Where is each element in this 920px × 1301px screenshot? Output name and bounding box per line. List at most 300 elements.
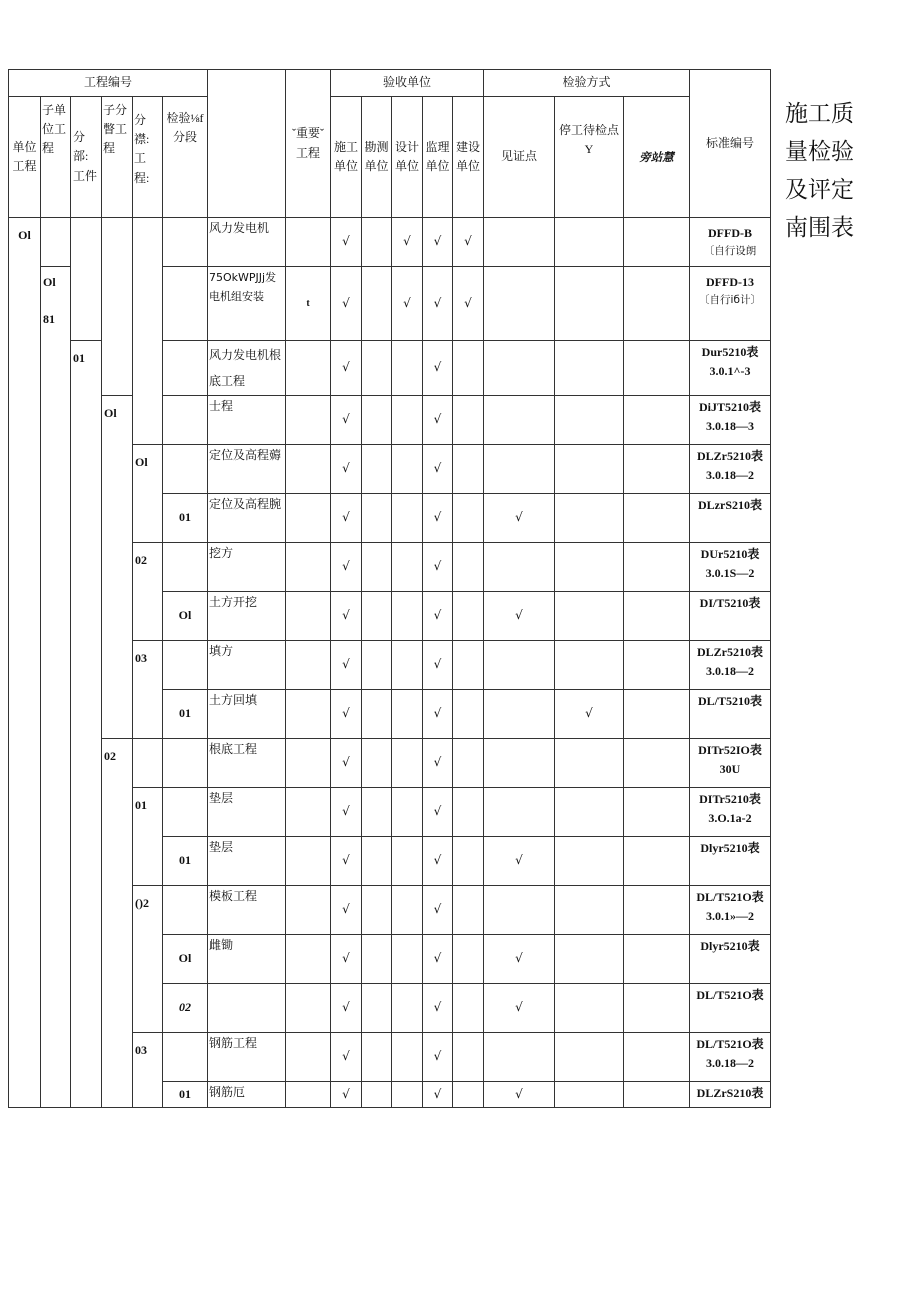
level-code: 03 xyxy=(135,1042,147,1057)
project-name xyxy=(208,787,286,836)
check-des xyxy=(392,395,423,444)
check-sup: √ xyxy=(423,836,453,885)
check-own: √ xyxy=(453,218,484,267)
project-name-text: 定位及高程薅 xyxy=(209,447,282,462)
standard-no-cell xyxy=(690,1032,771,1081)
project-name xyxy=(208,1081,286,1107)
project-name xyxy=(208,218,286,267)
project-name-text: 定位及高程腕 xyxy=(209,496,282,511)
check-hold xyxy=(555,983,624,1032)
standard-clause: 3.0.1S—2 xyxy=(705,565,755,580)
inspection-lot-cell xyxy=(163,640,208,689)
inspection-lot-code: 02 xyxy=(179,1000,191,1015)
check-des xyxy=(392,493,423,542)
header-design: 设计单位 xyxy=(392,97,423,218)
check-side xyxy=(624,1081,690,1107)
standard-clause: 3.O.1a-2 xyxy=(708,810,752,825)
standard-no: Dur5210表 xyxy=(701,345,759,359)
check-wit xyxy=(484,267,555,341)
check-surv xyxy=(362,1032,392,1081)
inspection-lot-code: Ol xyxy=(178,951,192,966)
check-side xyxy=(624,640,690,689)
level-code-cell xyxy=(71,218,102,341)
standard-clause: 3.0.18—2 xyxy=(706,663,754,678)
header-owner: 建设单位 xyxy=(453,97,484,218)
check-sup: √ xyxy=(423,689,453,738)
check-surv xyxy=(362,341,392,396)
header-supervision: 监理单位 xyxy=(423,97,453,218)
check-side xyxy=(624,738,690,787)
standard-no-cell xyxy=(690,640,771,689)
project-name xyxy=(208,983,286,1032)
standard-no-cell xyxy=(690,689,771,738)
project-name-text: 填方 xyxy=(209,643,234,658)
check-des xyxy=(392,1032,423,1081)
check-sup: √ xyxy=(423,591,453,640)
check-side xyxy=(624,983,690,1032)
importance-cell xyxy=(286,836,331,885)
standard-no: DLZr5210表 xyxy=(696,448,763,463)
project-name-text: 75OkWPJJj发电机组安装 xyxy=(209,271,277,304)
standard-clause: 3.0.18—2 xyxy=(706,1055,754,1070)
table-row xyxy=(9,395,771,444)
header-survey: 勘测单位 xyxy=(362,97,392,218)
importance-cell xyxy=(286,395,331,444)
standard-no: DL/T521O表 xyxy=(696,987,764,1002)
standard-no-cell xyxy=(690,983,771,1032)
check-wit: √ xyxy=(484,983,555,1032)
check-wit xyxy=(484,640,555,689)
level-code-cell xyxy=(133,542,163,640)
standard-no-cell xyxy=(690,493,771,542)
check-des xyxy=(392,1081,423,1107)
project-name xyxy=(208,395,286,444)
check-wit xyxy=(484,885,555,934)
check-des xyxy=(392,934,423,983)
standard-no-cell xyxy=(690,836,771,885)
standard-no-cell xyxy=(690,591,771,640)
check-hold xyxy=(555,218,624,267)
project-name xyxy=(208,1032,286,1081)
inspection-lot-cell xyxy=(163,983,208,1032)
check-hold xyxy=(555,738,624,787)
project-name-text: 土方开挖 xyxy=(209,594,258,609)
check-side xyxy=(624,885,690,934)
check-side xyxy=(624,934,690,983)
check-cons: √ xyxy=(331,738,362,787)
importance-cell xyxy=(286,341,331,396)
standard-no-cell xyxy=(690,267,771,341)
inspection-lot-cell xyxy=(163,1081,208,1107)
check-des xyxy=(392,836,423,885)
check-des xyxy=(392,787,423,836)
level-code: ()2 xyxy=(135,895,149,910)
header-division: 分部:工件 xyxy=(71,97,102,218)
check-wit: √ xyxy=(484,493,555,542)
check-side xyxy=(624,395,690,444)
header-hold-point: 停工待检点Y xyxy=(555,97,624,218)
project-name xyxy=(208,738,286,787)
check-sup: √ xyxy=(423,738,453,787)
check-wit: √ xyxy=(484,591,555,640)
check-surv xyxy=(362,934,392,983)
check-own xyxy=(453,787,484,836)
level-code: Ol xyxy=(135,454,148,469)
table-row xyxy=(9,738,771,787)
importance-cell: t xyxy=(286,267,331,341)
standard-no: DL/T5210表 xyxy=(697,693,762,708)
header-witness: 见证点 xyxy=(484,97,555,218)
check-sup: √ xyxy=(423,1081,453,1107)
project-name-text: 挖方 xyxy=(209,545,234,560)
header-project-code: 工程编号 xyxy=(9,70,208,97)
check-des xyxy=(392,444,423,493)
check-surv xyxy=(362,591,392,640)
check-surv xyxy=(362,395,392,444)
check-cons: √ xyxy=(331,218,362,267)
check-side xyxy=(624,218,690,267)
level-code: Ol xyxy=(18,228,31,242)
standard-no-cell xyxy=(690,395,771,444)
check-cons: √ xyxy=(331,1081,362,1107)
check-own xyxy=(453,395,484,444)
project-name-text: 风力发电机 xyxy=(209,221,270,235)
check-hold xyxy=(555,640,624,689)
level-code-extra: 81 xyxy=(43,312,55,327)
check-own xyxy=(453,640,484,689)
level-code-cell xyxy=(133,1032,163,1107)
project-name xyxy=(208,689,286,738)
inspection-lot-cell xyxy=(163,591,208,640)
inspection-lot-code: 01 xyxy=(179,1086,191,1101)
inspection-lot-code: 01 xyxy=(179,706,191,721)
standard-clause: 3.0.1^-3 xyxy=(709,364,751,379)
standard-no-cell xyxy=(690,885,771,934)
inspection-lot-cell xyxy=(163,689,208,738)
project-name xyxy=(208,934,286,983)
level-code-cell xyxy=(133,787,163,885)
check-own xyxy=(453,934,484,983)
check-own xyxy=(453,1081,484,1107)
check-hold xyxy=(555,591,624,640)
inspection-lot-cell xyxy=(163,493,208,542)
check-cons: √ xyxy=(331,934,362,983)
check-wit xyxy=(484,395,555,444)
check-surv xyxy=(362,738,392,787)
check-cons: √ xyxy=(331,836,362,885)
check-cons: √ xyxy=(331,1032,362,1081)
check-surv xyxy=(362,267,392,341)
check-side xyxy=(624,1032,690,1081)
level-code: 01 xyxy=(135,797,147,812)
standard-no-cell xyxy=(690,542,771,591)
project-name-text: 钢筋厄 xyxy=(209,1084,246,1099)
check-wit xyxy=(484,1032,555,1081)
project-name-text: 钢筋工程 xyxy=(209,1035,258,1050)
check-wit xyxy=(484,738,555,787)
check-wit: √ xyxy=(484,1081,555,1107)
importance-cell xyxy=(286,689,331,738)
project-name-text: 根底工程 xyxy=(209,741,258,756)
project-name xyxy=(208,444,286,493)
project-name xyxy=(208,267,286,341)
importance-cell xyxy=(286,983,331,1032)
check-des: √ xyxy=(392,218,423,267)
check-own xyxy=(453,738,484,787)
check-hold xyxy=(555,1032,624,1081)
check-surv xyxy=(362,836,392,885)
importance-cell xyxy=(286,444,331,493)
importance-cell xyxy=(286,934,331,983)
importance-cell xyxy=(286,1032,331,1081)
importance-cell xyxy=(286,493,331,542)
check-side xyxy=(624,341,690,396)
check-sup: √ xyxy=(423,640,453,689)
standard-clause: 3.0.1»—2 xyxy=(706,908,754,923)
check-cons: √ xyxy=(331,787,362,836)
inspection-lot-code: 01 xyxy=(179,510,191,525)
standard-no: Dlyr5210表 xyxy=(700,840,760,855)
level-code: 02 xyxy=(135,552,147,567)
check-own xyxy=(453,444,484,493)
header-construction: 施工单位 xyxy=(331,97,362,218)
standard-no-cell xyxy=(690,934,771,983)
check-wit: √ xyxy=(484,836,555,885)
check-des xyxy=(392,591,423,640)
level-code-cell xyxy=(9,218,41,1108)
level-code-cell xyxy=(133,885,163,1032)
check-own xyxy=(453,885,484,934)
check-hold xyxy=(555,542,624,591)
check-wit xyxy=(484,689,555,738)
level-code: Ol xyxy=(43,275,56,289)
header-importance: ˇ重要ˇ工程 xyxy=(286,70,331,218)
standard-no-cell xyxy=(690,218,771,267)
check-side xyxy=(624,267,690,341)
check-cons: √ xyxy=(331,689,362,738)
check-wit xyxy=(484,444,555,493)
inspection-lot-cell xyxy=(163,218,208,267)
level-code-cell xyxy=(102,218,133,396)
project-name-text: 雌锄 xyxy=(209,937,234,952)
check-hold xyxy=(555,885,624,934)
check-side xyxy=(624,689,690,738)
level-code-cell xyxy=(133,738,163,787)
importance-cell xyxy=(286,1081,331,1107)
header-subitem: 分襟:工程: xyxy=(133,97,163,218)
check-side xyxy=(624,836,690,885)
check-side xyxy=(624,787,690,836)
header-sub-unit: 子单位工程 xyxy=(41,97,71,218)
standard-no: DLZrS210表 xyxy=(696,1085,764,1100)
inspection-lot-cell xyxy=(163,885,208,934)
project-name xyxy=(208,493,286,542)
check-sup: √ xyxy=(423,885,453,934)
check-wit xyxy=(484,542,555,591)
standard-no: DFFD-13 xyxy=(706,275,754,289)
header-unit-project: 单位工程 xyxy=(9,97,41,218)
standard-no: DLzrS210表 xyxy=(698,497,762,512)
standard-no: DL/T521O表 xyxy=(696,1036,764,1051)
project-name-text: 风力发电机根底工程 xyxy=(209,348,282,389)
importance-cell xyxy=(286,218,331,267)
check-side xyxy=(624,444,690,493)
check-own xyxy=(453,493,484,542)
check-des xyxy=(392,640,423,689)
side-title-line: 及评定 xyxy=(785,177,854,203)
standard-clause: 3.0.18—2 xyxy=(706,467,754,482)
check-sup: √ xyxy=(423,542,453,591)
inspection-lot-code: Ol xyxy=(178,608,192,623)
check-sup: √ xyxy=(423,934,453,983)
side-title xyxy=(785,95,875,247)
check-side xyxy=(624,591,690,640)
header-inspection-lot: 检验⅛f分段 xyxy=(163,97,208,218)
check-sup: √ xyxy=(423,493,453,542)
importance-cell xyxy=(286,787,331,836)
standard-clause: 30U xyxy=(719,761,741,776)
standard-no: DL/T521O表 xyxy=(696,889,764,904)
standard-clause: 〔自行设朗 xyxy=(703,245,757,258)
check-sup: √ xyxy=(423,218,453,267)
check-des xyxy=(392,885,423,934)
check-hold: √ xyxy=(555,689,624,738)
check-side xyxy=(624,542,690,591)
importance-cell xyxy=(286,542,331,591)
header-standard-no: 标准编号 xyxy=(690,70,771,218)
standard-no: DFFD-B xyxy=(708,226,752,240)
check-wit xyxy=(484,218,555,267)
level-code-cell xyxy=(41,218,71,267)
check-cons: √ xyxy=(331,542,362,591)
inspection-lot-cell xyxy=(163,1032,208,1081)
level-code-cell xyxy=(102,738,133,1107)
check-hold xyxy=(555,787,624,836)
standard-no: DI/T5210表 xyxy=(699,595,761,610)
check-sup: √ xyxy=(423,267,453,341)
header-name-blank xyxy=(208,70,286,218)
level-code-cell xyxy=(133,640,163,738)
side-title-line: 量检验 xyxy=(785,139,854,165)
check-cons: √ xyxy=(331,444,362,493)
level-code-cell xyxy=(133,218,163,445)
check-hold xyxy=(555,444,624,493)
check-hold xyxy=(555,493,624,542)
check-des: √ xyxy=(392,267,423,341)
check-des xyxy=(392,542,423,591)
check-cons: √ xyxy=(331,395,362,444)
level-code-cell xyxy=(133,444,163,542)
check-cons: √ xyxy=(331,341,362,396)
inspection-scope-table xyxy=(8,69,771,1108)
table-row xyxy=(9,218,771,267)
header-side-station: 旁站慧 xyxy=(624,97,690,218)
project-name xyxy=(208,885,286,934)
check-cons: √ xyxy=(331,640,362,689)
level-code: 01 xyxy=(73,351,85,365)
check-surv xyxy=(362,689,392,738)
check-side xyxy=(624,493,690,542)
standard-no: DITr52IO表 xyxy=(698,742,762,757)
check-own xyxy=(453,542,484,591)
inspection-lot-cell xyxy=(163,542,208,591)
check-sup: √ xyxy=(423,983,453,1032)
inspection-lot-cell xyxy=(163,787,208,836)
inspection-lot-cell xyxy=(163,341,208,396)
check-own xyxy=(453,689,484,738)
check-sup: √ xyxy=(423,444,453,493)
standard-clause: 〔自行iб计〕 xyxy=(699,294,761,307)
check-own xyxy=(453,1032,484,1081)
header-acceptance-units: 验收单位 xyxy=(331,70,484,97)
check-des xyxy=(392,689,423,738)
check-hold xyxy=(555,934,624,983)
check-own xyxy=(453,983,484,1032)
check-sup: √ xyxy=(423,395,453,444)
check-surv xyxy=(362,493,392,542)
level-code-cell xyxy=(71,341,102,1108)
header-sub-division: 子分瞥工程 xyxy=(102,97,133,218)
check-own xyxy=(453,836,484,885)
inspection-lot-cell xyxy=(163,444,208,493)
importance-cell xyxy=(286,640,331,689)
check-cons: √ xyxy=(331,885,362,934)
check-des xyxy=(392,983,423,1032)
check-sup: √ xyxy=(423,341,453,396)
check-cons: √ xyxy=(331,493,362,542)
project-name-text: 士程 xyxy=(209,398,234,413)
level-code-cell xyxy=(102,395,133,738)
check-wit: √ xyxy=(484,934,555,983)
inspection-lot-cell xyxy=(163,836,208,885)
check-own: √ xyxy=(453,267,484,341)
standard-no: DiJT5210表 xyxy=(698,399,761,414)
check-own xyxy=(453,591,484,640)
check-wit xyxy=(484,787,555,836)
check-sup: √ xyxy=(423,1032,453,1081)
project-name xyxy=(208,341,286,396)
standard-clause: 3.0.18—3 xyxy=(706,418,754,433)
project-name xyxy=(208,836,286,885)
check-cons: √ xyxy=(331,591,362,640)
check-wit xyxy=(484,341,555,396)
standard-no-cell xyxy=(690,787,771,836)
check-surv xyxy=(362,983,392,1032)
standard-no: DLZr5210表 xyxy=(696,644,763,659)
level-code: 02 xyxy=(104,748,116,763)
check-hold xyxy=(555,341,624,396)
check-des xyxy=(392,738,423,787)
side-title-line: 施工质 xyxy=(785,101,854,127)
check-own xyxy=(453,341,484,396)
project-name xyxy=(208,542,286,591)
standard-no-cell xyxy=(690,444,771,493)
project-name-text: 土方回填 xyxy=(209,692,258,707)
check-surv xyxy=(362,787,392,836)
project-name-text: 垫层 xyxy=(209,839,234,854)
check-des xyxy=(392,341,423,396)
inspection-lot-code: 01 xyxy=(179,853,191,868)
importance-cell xyxy=(286,591,331,640)
check-surv xyxy=(362,218,392,267)
project-name xyxy=(208,591,286,640)
check-hold xyxy=(555,395,624,444)
header-inspection-method: 检验方式 xyxy=(484,70,690,97)
importance-cell xyxy=(286,885,331,934)
standard-no-cell xyxy=(690,341,771,396)
check-surv xyxy=(362,444,392,493)
standard-no-cell xyxy=(690,738,771,787)
